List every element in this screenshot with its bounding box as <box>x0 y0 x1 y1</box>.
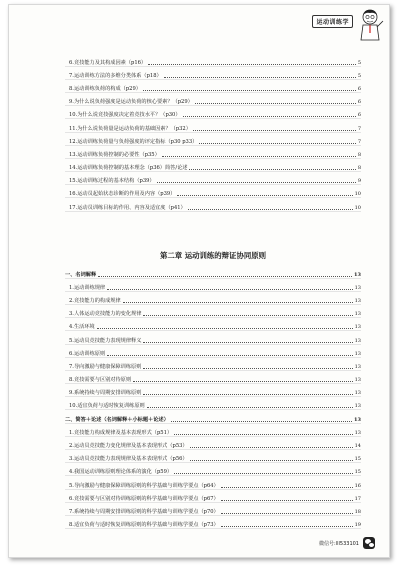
toc-entry-row <box>65 386 361 398</box>
toc-entry-title: 6.运动训练原则 <box>69 350 106 357</box>
toc-page-number: 10 <box>354 191 361 198</box>
toc-page-number: 14 <box>354 443 361 450</box>
toc-leader-dots <box>221 525 353 527</box>
toc-leader-dots <box>174 433 353 435</box>
toc-page-number: 7 <box>357 125 361 132</box>
toc-leader-dots <box>189 168 355 170</box>
toc-page-number: 18 <box>354 508 361 515</box>
toc-entry-row <box>65 320 361 332</box>
toc-page-number: 7 <box>357 138 361 145</box>
toc-entry-title: 16.运动员起始状态诊断的作用及内容（p39） <box>69 191 176 198</box>
toc-entry-title: 1.竞技能力构成规律及基本表现形式（p51） <box>69 429 173 436</box>
toc-entry-title: 7.运动训练方法的多维分类体系（p18） <box>69 72 162 79</box>
toc-leader-dots <box>123 301 353 303</box>
toc-entry-row <box>65 68 361 80</box>
toc-entry-title: 4.我国运动训练原则理论体系的演化（p59） <box>69 469 173 476</box>
toc-page-number: 13 <box>354 416 361 423</box>
toc-page-number: 5 <box>357 72 361 79</box>
toc-page-number: 15 <box>354 469 361 476</box>
toc-page-number: 13 <box>354 429 361 436</box>
toc-page-number: 13 <box>354 337 361 344</box>
toc-leader-dots <box>148 63 356 65</box>
toc-entry-row <box>65 55 361 67</box>
chapter-title: 第二章 运动训练的辩证协同原则 <box>159 251 267 260</box>
toc-page-number: 13 <box>354 390 361 397</box>
toc-page-number: 16 <box>354 482 361 489</box>
toc-entry-title: 11.为什么说负荷量是运动负荷的基础因素？（p32） <box>69 125 191 132</box>
toc-page-number: 8 <box>357 165 361 172</box>
toc-entry-row <box>65 174 361 186</box>
toc-entry-title: 7.系统持续与周期安排训练原则的科学基础与训练学要点（p70） <box>69 508 219 515</box>
toc-page-number: 10 <box>354 204 361 211</box>
toc-entry-title: 7.导向激励与健康保障训练原则 <box>69 363 142 370</box>
toc-entry-row <box>65 491 361 503</box>
toc-entry-title: 10.为什么说竞技强度决定着竞技水平？（p30） <box>69 112 181 119</box>
wechat-footer <box>319 537 375 549</box>
toc-leader-dots <box>177 194 352 196</box>
toc-page-number: 9 <box>357 178 361 185</box>
toc-entry-row <box>65 108 361 120</box>
toc-leader-dots <box>143 89 356 91</box>
toc-entry-title: 15.运动训练过程的基本结构（p39） <box>69 178 155 185</box>
toc-entry-title: 17.运动员训练目标的作用、内容及适宜度（p41） <box>69 204 186 211</box>
toc-leader-dots <box>157 181 356 183</box>
toc-leader-dots <box>190 446 353 448</box>
toc-entry-title: 9.为什么说负荷强度是运动负荷的核心要素？（p29） <box>69 99 193 106</box>
toc-entry-title: 14.运动训练负荷控制的基本理念（p36）简答/论述 <box>69 165 188 172</box>
toc-entry-row <box>65 147 361 159</box>
toc-entry-title: 3.运动员竞技能力表现规律及基本表现形式（p56） <box>69 456 188 463</box>
toc-entry-title: 12.运动训练负荷量与负荷强度的评定指标（p30 p33） <box>69 138 198 145</box>
toc-leader-dots <box>171 420 352 422</box>
toc-entry-title: 3.人体运动竞技能力的变化规律 <box>69 311 142 318</box>
toc-entry-row <box>65 200 361 212</box>
toc-entry-title: 2.运动员竞技能力变化规律及基本表现形式（p53） <box>69 443 188 450</box>
cartoon-teacher-icon <box>355 7 385 41</box>
toc-leader-dots <box>199 142 356 144</box>
toc-leader-dots <box>221 499 353 501</box>
toc-page-number: 8 <box>357 151 361 158</box>
toc-entry-row <box>65 425 361 437</box>
toc-page-number: 6 <box>357 112 361 119</box>
toc-entry-title: 5.导向激励与健康保障训练原则的科学基础与训练学要点（p64） <box>69 482 219 489</box>
toc-entry-title: 2.竞技能力的构成规律 <box>69 297 121 304</box>
toc-leader-dots <box>143 367 352 369</box>
toc-leader-dots <box>188 208 353 210</box>
toc-leader-dots <box>183 115 356 117</box>
toc-page-number: 13 <box>354 284 361 291</box>
toc-entry-row <box>65 161 361 173</box>
toc-entry-row <box>65 452 361 464</box>
toc-section-row <box>65 412 361 424</box>
toc-leader-dots <box>162 155 356 157</box>
header-tag: 运动训练学 <box>312 15 353 28</box>
toc-entry-row <box>65 373 361 385</box>
toc-leader-dots <box>147 406 353 408</box>
toc-page-number: 13 <box>354 324 361 331</box>
toc-entry-row <box>65 134 361 146</box>
toc-entry-row <box>65 346 361 358</box>
toc-leader-dots <box>195 102 356 104</box>
toc-entry-title: 1.运动训练规律 <box>69 284 106 291</box>
toc-page-number: 6 <box>357 85 361 92</box>
toc-entry-title: 10.适宜负荷与适时恢复训练原则 <box>69 403 145 410</box>
toc-leader-dots <box>190 459 353 461</box>
toc-entry-row <box>65 293 361 305</box>
toc-page-number: 17 <box>354 495 361 502</box>
toc-entry-row <box>65 280 361 292</box>
toc-entry-row <box>65 518 361 530</box>
toc-page-number: 13 <box>354 271 361 278</box>
toc-part2 <box>65 267 361 531</box>
toc-entry-title: 8.适宜负荷与适时恢复训练原则的科学基础与训练学要点（p73） <box>69 522 219 529</box>
toc-entry-row <box>65 438 361 450</box>
toc-page-number: 13 <box>354 311 361 318</box>
toc-entry-title: 8.竞技需要与区别对待原则 <box>69 377 132 384</box>
toc-leader-dots <box>164 76 356 78</box>
toc-page-number: 13 <box>354 377 361 384</box>
toc-entry-row <box>65 121 361 133</box>
toc-leader-dots <box>107 354 353 356</box>
toc-entry-row <box>65 95 361 107</box>
toc-page-number: 13 <box>354 403 361 410</box>
toc-entry-row <box>65 333 361 345</box>
document-page <box>8 4 390 558</box>
toc-leader-dots <box>143 393 352 395</box>
toc-entry-row <box>65 187 361 199</box>
toc-entry-title: 13.运动训练负荷控制的必要性（p35） <box>69 151 160 158</box>
toc-section-row <box>65 267 361 279</box>
toc-part1 <box>65 55 361 213</box>
toc-leader-dots <box>107 288 353 290</box>
wechat-id-label: 微信号:lll533101 <box>319 540 359 547</box>
toc-entry-row <box>65 307 361 319</box>
toc-page-number: 13 <box>354 363 361 370</box>
toc-entry-title: 5.运动员竞技能力表现规律释义 <box>69 337 142 344</box>
toc-entry-row <box>65 478 361 490</box>
toc-entry-title: 一、名词解释 <box>65 271 97 278</box>
toc-leader-dots <box>193 129 356 131</box>
toc-entry-title: 9.系统持续与周期安排训练原则 <box>69 390 142 397</box>
toc-entry-row <box>65 465 361 477</box>
toc-page-number: 5 <box>357 59 361 66</box>
toc-entry-row <box>65 399 361 411</box>
toc-leader-dots <box>97 327 353 329</box>
toc-leader-dots <box>133 380 353 382</box>
toc-page-number: 6 <box>357 99 361 106</box>
toc-entry-title: 6.竞技需要与区别对待训练原则的科学基础与训练学要点（p67） <box>69 495 219 502</box>
toc-leader-dots <box>221 486 353 488</box>
toc-entry-title: 8.运动训练负荷的构成（p29） <box>69 85 141 92</box>
toc-entry-row <box>65 359 361 371</box>
toc-leader-dots <box>143 314 352 316</box>
toc-page-number: 13 <box>354 350 361 357</box>
toc-entry-title: 6.竞技能力及其构成因素（p16） <box>69 59 147 66</box>
toc-leader-dots <box>221 512 353 514</box>
toc-entry-row <box>65 81 361 93</box>
toc-page-number: 19 <box>354 522 361 529</box>
toc-entry-title: 4.生活环境 <box>69 324 95 331</box>
toc-entry-row <box>65 504 361 516</box>
toc-leader-dots <box>98 275 352 277</box>
toc-page-number: 15 <box>354 456 361 463</box>
toc-entry-title: 二、简答＋论述（名词解释＋小标题＋论述） <box>65 416 169 423</box>
toc-leader-dots <box>143 341 352 343</box>
toc-page-number: 13 <box>354 297 361 304</box>
toc-leader-dots <box>174 472 353 474</box>
wechat-icon <box>363 537 375 549</box>
